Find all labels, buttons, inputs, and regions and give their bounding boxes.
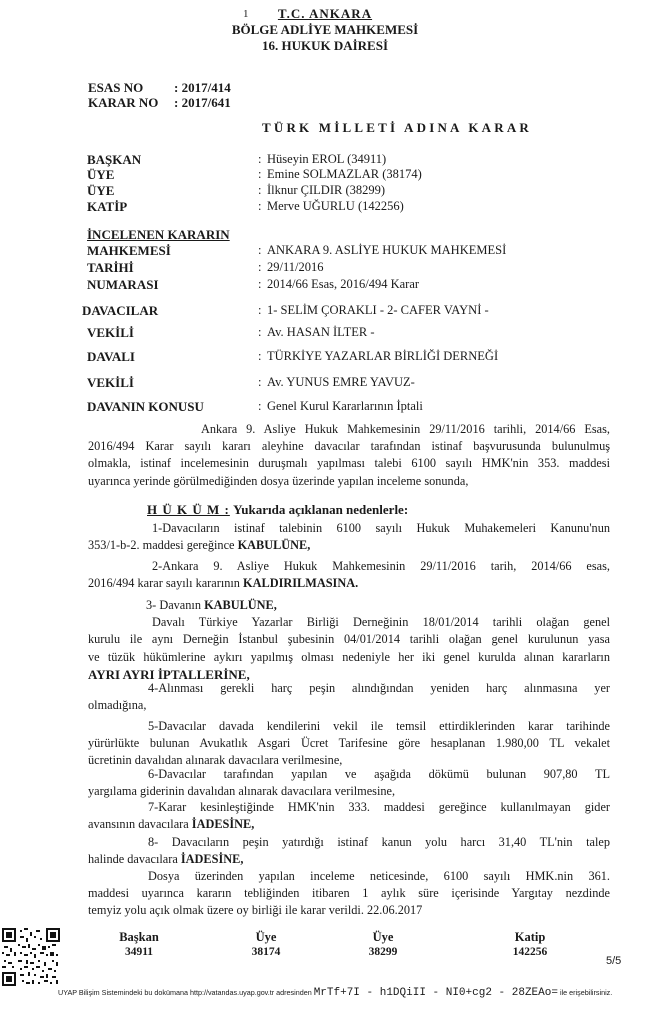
item-verdict: İADESİNE,	[191, 817, 255, 832]
party-value-davali: TÜRKİYE YAZARLAR BİRLİĞİ DERNEĞİ	[267, 349, 499, 363]
panel-label-katip: KATİP	[87, 199, 128, 214]
item-line: ve tüzük hükümlerine aykırı yapılmış olması nedeniyle her iki genel kurulda alınan kararların	[88, 649, 610, 664]
court-name: BÖLGE ADLİYE MAHKEMESİ	[231, 22, 419, 37]
closing-line: Dosya üzerinden yapılan inceleme neticesinde, 6100 sayılı HMK.nin 361.	[148, 869, 610, 883]
item-text: halinde davacılara	[88, 852, 181, 867]
page-number: 5/5	[606, 955, 622, 967]
item-line	[88, 816, 610, 833]
item-line: 1-Davacıların istinaf talebinin 6100 sayılı Hukuk Muhakemeleri Kanunu'nun	[152, 521, 610, 535]
esas-label: ESAS NO	[88, 80, 144, 95]
reviewed-label-mahkemesi: MAHKEMESİ	[87, 243, 171, 258]
colon: :	[258, 399, 262, 413]
esas-value: : 2017/414	[174, 80, 231, 95]
signature-title-uye-1: Üye	[255, 930, 277, 944]
colon: :	[258, 375, 262, 389]
party-label-davali: DAVALI	[87, 349, 135, 364]
footer-text: ile erişebilirsiniz.	[559, 988, 613, 997]
item-verdict: AYRI AYRI İPTALLERİNE,	[88, 666, 250, 682]
colon: :	[258, 303, 262, 317]
signature-title-katip: Katip	[514, 930, 546, 944]
party-value-vekili-1: Av. HASAN İLTER -	[267, 325, 375, 339]
karar-value: : 2017/641	[174, 95, 231, 110]
item-verdict: KABULÜNE,	[237, 538, 311, 553]
item-4	[88, 680, 610, 714]
item-2	[88, 558, 610, 592]
colon: :	[258, 183, 262, 197]
item-line: yürürlükte bulunan Avukatlık Asgari Ücret Tarifesine göre hesaplanan 1.980,00 TL vekalet	[88, 736, 610, 751]
intro-line: uyarınca yerinde görülmediğinden dosya üzerinde yapılan inceleme sonunda,	[88, 473, 469, 488]
court-city-text: T.C. ANKARA	[277, 6, 373, 21]
item-line: 5-Davacılar davada kendilerini vekil ile temsil ettirdiklerinden karar tarihinde	[148, 719, 610, 733]
reviewed-heading: İNCELENEN KARARIN	[87, 227, 230, 242]
colon: :	[258, 260, 262, 274]
party-label-davacilar: DAVACILAR	[82, 303, 159, 318]
colon: :	[258, 199, 262, 213]
item-text: 3- Davanın	[146, 598, 205, 612]
closing-paragraph	[88, 868, 610, 920]
colon: :	[258, 349, 262, 363]
party-label-vekili-2: VEKİLİ	[87, 375, 134, 390]
item-line: yargılama giderinin davalıdan alınarak davacılara verilmesine,	[88, 784, 396, 799]
decision-title: TÜRK MİLLETİ ADINA KARAR	[262, 120, 533, 135]
item-8	[88, 834, 610, 868]
colon: :	[258, 152, 262, 166]
item-line: ücretinin davalıdan alınarak davacılara verilmesine,	[88, 753, 343, 768]
footer	[58, 987, 612, 999]
item-text: 353/1-b-2. maddesi gereğince	[88, 538, 238, 553]
colon: :	[258, 243, 262, 257]
item-line: 2-Ankara 9. Asliye Hukuk Mahkemesinin 29/11/2016 tarih, 2014/66 esas,	[152, 559, 610, 573]
item-line	[88, 575, 610, 592]
signature-title-baskan: Başkan	[119, 930, 159, 944]
item-line: olmadığına,	[88, 698, 147, 713]
colon: :	[258, 325, 262, 339]
item-1	[88, 520, 610, 554]
item-line: 7-Karar kesinleştiğinde HMK'nin 333. maddesi gereğince kullanılmayan gider	[148, 800, 610, 814]
item-line	[88, 537, 610, 554]
signature-number-uye-2: 38299	[368, 946, 398, 958]
item-5	[88, 718, 610, 770]
reviewed-label-tarihi: TARİHİ	[87, 260, 134, 275]
item-verdict: İADESİNE,	[180, 852, 244, 867]
item-3	[88, 597, 610, 683]
reviewed-value-numarasi: 2014/66 Esas, 2016/494 Karar	[267, 277, 420, 291]
item-7	[88, 799, 610, 833]
item-verdict: KABULÜNE,	[204, 598, 277, 612]
court-chamber: 16. HUKUK DAİRESİ	[261, 38, 389, 53]
party-value-davacilar: 1- SELİM ÇORAKLI - 2- CAFER VAYNİ -	[267, 303, 489, 317]
intro-line: Ankara 9. Asliye Hukuk Mahkemesinin 29/11/2016 tarihli, 2014/66 Esas,	[201, 422, 610, 436]
colon: :	[258, 277, 262, 291]
footer-text: UYAP Bilişim Sistemindeki bu dokümana http://vatandas.uyap.gov.tr adresinden	[58, 988, 312, 997]
item-line	[88, 851, 610, 868]
item-line: Davalı Türkiye Yazarlar Birliği Derneğinin 18/01/2014 tarihli olağan genel	[152, 615, 610, 630]
verification-code: MrTf+7I - h1DQiII - NI0+cg2 - 28ZEAo=	[313, 987, 558, 999]
item-verdict: KALDIRILMASINA.	[243, 576, 359, 591]
party-value-vekili-2: Av. YUNUS EMRE YAVUZ-	[267, 375, 415, 389]
item-6	[88, 766, 610, 800]
party-label-konusu: DAVANIN KONUSU	[87, 399, 204, 414]
closing-line: temyiz yolu açık olmak üzere oy birliği ile karar verildi. 22.06.2017	[88, 903, 423, 918]
qr-code-icon	[2, 928, 60, 986]
intro-line: olmakla, istinaf incelemesinin duruşmalı yapılması talebi 6100 sayılı HMK'nin 353. maddesi	[88, 456, 610, 471]
hukum-heading	[147, 502, 408, 518]
reviewed-value-tarihi: 29/11/2016	[267, 260, 324, 274]
panel-label-uye-1: ÜYE	[87, 167, 115, 182]
item-line	[88, 597, 610, 614]
item-line: 4-Alınması gerekli harç peşin alındığından yeniden harç alınmasına yer	[148, 681, 610, 695]
item-line: 8- Davacıların peşin yatırdığı istinaf kanun yolu harcı 31,40 TL'nin talep	[148, 835, 610, 849]
intro-paragraph	[88, 421, 610, 490]
page-mark: 1	[243, 8, 249, 20]
panel-value-uye-2: İlknur ÇILDIR (38299)	[267, 183, 386, 197]
signature-title-uye-2: Üye	[372, 930, 394, 944]
item-text: avansının davacılara	[88, 817, 192, 832]
item-line: 6-Davacılar tarafından yapılan ve aşağıda dökümü bulunan 907,80 TL	[148, 767, 610, 781]
closing-line: maddesi uyarınca kararın tebliğinden itibaren 1 aylık süre içerisinde Yargıtay nezdinde	[88, 886, 610, 901]
hukum-label: H Ü K Ü M :	[147, 502, 230, 517]
party-label-vekili-1: VEKİLİ	[87, 325, 134, 340]
karar-label: KARAR NO	[88, 95, 159, 110]
party-value-konusu: Genel Kurul Kararlarının İptali	[267, 399, 423, 413]
intro-line: 2016/494 Karar sayılı kararı aleyhine davacılar tarafından istinaf başvurusunda bulunulmuş	[88, 439, 610, 454]
item-line: kurulu ile aynı Derneğin İstanbul şubesinin 04/01/2014 tarihli olağan genel kurulunun yasa	[88, 632, 610, 647]
signature-number-baskan: 34911	[124, 946, 154, 958]
court-city	[0, 6, 650, 21]
panel-label-baskan: BAŞKAN	[87, 152, 142, 167]
panel-label-uye-2: ÜYE	[87, 183, 115, 198]
hukum-rest: Yukarıda açıklanan nedenlerle:	[233, 502, 409, 517]
item-text: 2016/494 karar sayılı kararının	[88, 576, 244, 591]
panel-value-baskan: Hüseyin EROL (34911)	[267, 152, 387, 166]
reviewed-value-mahkemesi: ANKARA 9. ASLİYE HUKUK MAHKEMESİ	[267, 243, 507, 257]
signature-number-uye-1: 38174	[251, 946, 281, 958]
panel-value-katip: Merve UĞURLU (142256)	[267, 199, 404, 213]
colon: :	[258, 167, 262, 181]
signature-number-katip: 142256	[512, 946, 548, 958]
reviewed-label-numarasi: NUMARASI	[87, 277, 159, 292]
panel-value-uye-1: Emine SOLMAZLAR (38174)	[267, 167, 422, 181]
